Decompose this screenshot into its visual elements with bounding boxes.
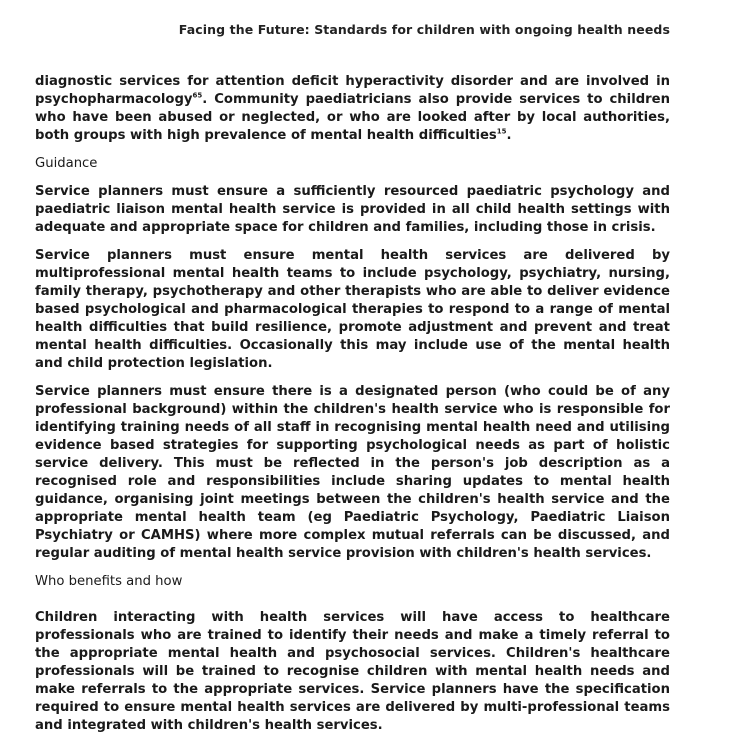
guidance-paragraph-3: Service planners must ensure there is a designated person (who could be of any professional background) within the children's health service who is responsible for identifying training needs of all staff in recognising mental health need and utilising evidence based strategies for supporting psychological needs as part of holistic service delivery. This must be reflected in the person's job description as a recognised role and responsibilities include sharing updates to mental health guidance, organising joint meetings between the children's health service and the appropriate mental health team (eg Paediatric Psychology, Paediatric Liaison Psychiatry or CAMHS) where more complex mutual referrals can be discussed, and regular auditing of mental health service provision with children's health services. xyxy=(35,384,670,561)
heading-who-benefits: Who benefits and how xyxy=(35,574,183,589)
footnote-ref-15[interactable]: 15 xyxy=(496,127,507,136)
guidance-paragraph-2: Service planners must ensure mental health services are delivered by multiprofessional mental health teams to include psychology, psychiatry, nursing, family therapy, psychotherapy and other therapists who are able to deliver evidence based psychological and pharmacological therapies to respond to a range of mental health difficulties that build resilience, promote adjustment and prevent and treat mental health difficulties. Occasionally this may include use of the mental health and child protection legislation. xyxy=(35,248,670,371)
benefits-paragraph-1: Children interacting with health services will have access to healthcare professionals who are trained to identify their needs and make a timely referral to the appropriate mental health and psychosocial services. Children's healthcare professionals will be trained to recognise children with mental health needs and make referrals to the appropriate services. Service planners have the specification required to ensure mental health services are delivered by multi-professional teams and integrated with children's health services. xyxy=(35,610,670,733)
footnote-ref-65[interactable]: 65 xyxy=(192,91,203,100)
intro-paragraph xyxy=(35,73,670,145)
document-body xyxy=(35,73,670,745)
running-header: Facing the Future: Standards for children with ongoing health needs xyxy=(178,22,670,37)
intro-text-1: diagnostic services for attention deficit hyperactivity disorder and are involved in psychopharmacology xyxy=(35,74,670,107)
intro-text-2: . Community paediatricians also provide services to children who have been abused or neglected, or who are looked after by local authorities, both groups with high prevalence of mental health difficulties xyxy=(35,92,670,143)
guidance-paragraph-1: Service planners must ensure a sufficiently resourced paediatric psychology and paediatric liaison mental health service is provided in all child health settings with adequate and appropriate space for children and families, including those in crisis. xyxy=(35,184,670,235)
heading-guidance: Guidance xyxy=(35,156,98,171)
intro-text-3: . xyxy=(506,128,512,143)
